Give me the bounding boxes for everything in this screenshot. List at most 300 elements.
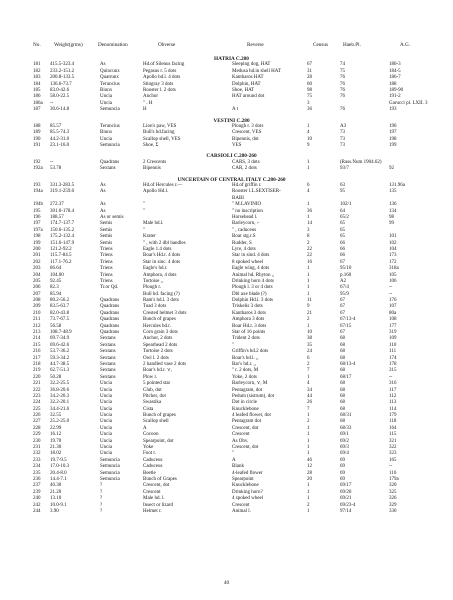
cell-obverse: Scallop shell bbox=[143, 419, 169, 425]
cell-weight: 16.12 bbox=[50, 432, 62, 438]
section-title-text: CARSIOLI C.280-260 bbox=[206, 153, 257, 160]
cell-reverse: " bbox=[232, 451, 235, 457]
cell-reverse: CARS, 3 dots bbox=[232, 159, 260, 165]
cell-census: 20 bbox=[307, 477, 312, 482]
cell-denomination: Uncia bbox=[100, 406, 112, 412]
cell-number: 197 bbox=[33, 221, 41, 227]
cell-weight: 62.7-51.3 bbox=[50, 368, 70, 374]
cell-ag: 98 bbox=[389, 214, 394, 220]
cell-denomination: Uncia bbox=[100, 438, 112, 444]
cell-haeb: p.160 bbox=[340, 272, 352, 278]
section-title-text: UNCERTAIN OF CENTRAL ITALY C.280-260 bbox=[177, 176, 286, 183]
cell-denomination: Quadrans bbox=[100, 159, 120, 165]
cell-obverse: Bunch of Grapes bbox=[143, 477, 177, 482]
cell-census: 98 bbox=[307, 87, 312, 93]
cell-number: 235 bbox=[33, 470, 41, 476]
cell-obverse: 2 Crescents bbox=[143, 159, 167, 165]
cell-reverse: Amphora 3 dots bbox=[232, 317, 265, 323]
cell-reverse: Plough l. 3 or 4 dots bbox=[232, 285, 273, 291]
cell-weight: 14.4-7.1 bbox=[50, 477, 67, 482]
cell-haeb: 67 bbox=[340, 259, 345, 265]
cell-ag: 184-5 bbox=[389, 68, 401, 74]
cell-denomination: Quadrans bbox=[100, 323, 120, 329]
cell-number: 220 bbox=[33, 374, 41, 380]
cell-denomination: Semis bbox=[100, 227, 113, 233]
cell-census: 1 bbox=[307, 489, 310, 495]
cell-census: 2 bbox=[307, 419, 310, 425]
cell-reverse: " bbox=[232, 342, 235, 348]
cell-haeb: 67 bbox=[340, 330, 345, 336]
cell-reverse: Crescent, dot bbox=[232, 425, 259, 431]
cell-obverse: Eagle's hd.r. bbox=[143, 266, 168, 272]
cell-census: 11 bbox=[307, 298, 312, 304]
cell-denomination: Uncia bbox=[100, 445, 112, 451]
cell-number: 192 bbox=[33, 159, 41, 165]
cell-ag: 174 bbox=[389, 355, 397, 361]
cell-ag: -- bbox=[389, 464, 393, 470]
cell-ag: 180-3 bbox=[389, 62, 401, 68]
cell-ag: 108 bbox=[389, 317, 397, 323]
cell-obverse: Hd.of Silenus facing bbox=[143, 62, 185, 68]
cell-denomination: Uncia bbox=[100, 400, 112, 406]
cell-census: 67 bbox=[307, 62, 312, 68]
cell-number: 213 bbox=[33, 330, 41, 336]
cell-weight: 53.7-36.2 bbox=[50, 349, 70, 355]
cell-reverse: CAR, 2 dots bbox=[232, 166, 257, 172]
cell-obverse: Lion's paw, VES bbox=[143, 123, 177, 129]
cell-ag: 104 bbox=[389, 246, 397, 252]
cell-denomination: Biunx bbox=[100, 130, 113, 136]
cell-weight: 117.1-76.2 bbox=[50, 259, 72, 265]
cell-weight: 40.30 bbox=[50, 483, 62, 489]
cell-haeb: 68 bbox=[340, 336, 345, 342]
cell-denomination: Triens bbox=[100, 272, 113, 278]
cell-denomination: Biunx bbox=[100, 87, 113, 93]
cell-reverse: As Obv. bbox=[232, 438, 249, 444]
cell-number: 194b bbox=[33, 202, 43, 208]
cell-obverse: A bbox=[143, 425, 147, 431]
cell-obverse: " . H bbox=[143, 100, 153, 106]
cell-census: 1 bbox=[307, 438, 310, 444]
cell-weight: 151.6-147.9 bbox=[50, 240, 75, 246]
cell-number: 227 bbox=[33, 419, 41, 425]
cell-haeb: 73 bbox=[340, 136, 345, 142]
cell-reverse: Eagle wing, 4 dots bbox=[232, 266, 270, 272]
cell-obverse: Beetle bbox=[143, 470, 156, 476]
cell-number: 197a bbox=[33, 227, 43, 233]
cell-obverse: Hercules hd.r. bbox=[143, 323, 171, 329]
cell-obverse: Bipennis bbox=[143, 166, 161, 172]
cell-number: 208 bbox=[33, 298, 41, 304]
header-census: Census bbox=[313, 42, 328, 48]
cell-obverse: Crescent, dot bbox=[143, 483, 170, 489]
cell-census: 1 bbox=[307, 266, 310, 272]
cell-ag: 320 bbox=[389, 483, 397, 489]
cell-number: 211 bbox=[33, 317, 41, 323]
cell-denomination: Uncia bbox=[100, 136, 112, 142]
cell-haeb: 69/20 bbox=[340, 489, 352, 495]
cell-ag: 92 bbox=[389, 166, 394, 172]
cell-denomination: ? bbox=[100, 483, 103, 489]
cell-census: 1 bbox=[307, 202, 310, 208]
cell-census: 1 bbox=[307, 291, 310, 297]
cell-census: 6 bbox=[307, 183, 310, 189]
cell-number: 225 bbox=[33, 406, 41, 412]
cell-weight: 104.00 bbox=[50, 272, 64, 278]
cell-reverse: Crescent bbox=[232, 502, 250, 508]
cell-weight: 32.55 bbox=[50, 413, 62, 419]
cell-denomination: Uncia bbox=[100, 425, 112, 431]
cell-denomination: Quatrunx bbox=[100, 75, 119, 81]
cell-reverse: Yoke, 2 dots bbox=[232, 374, 257, 380]
cell-number: 200 bbox=[33, 246, 41, 252]
cell-weight: 19.7-9.5 bbox=[50, 457, 67, 463]
cell-reverse: Boar stg.r.S bbox=[232, 234, 256, 240]
cell-reverse: Griffin's hd.2 dots bbox=[232, 349, 269, 355]
cell-haeb: 74 bbox=[340, 62, 345, 68]
cell-ag: 110 bbox=[389, 342, 397, 348]
cell-weight: 272.37 bbox=[50, 202, 64, 208]
cell-obverse: Stingray 3 dots bbox=[143, 81, 174, 87]
cell-reverse: Blank bbox=[232, 464, 244, 470]
cell-haeb: 69 bbox=[340, 470, 345, 476]
cell-weight: 80.2-56.2 bbox=[50, 298, 70, 304]
cell-census: 1 bbox=[307, 445, 310, 451]
cell-denomination: Semuncia bbox=[100, 143, 120, 149]
cell-number: 239 bbox=[33, 489, 41, 495]
cell-number: 221 bbox=[33, 381, 41, 387]
section-title-text: VESTINI C.280 bbox=[213, 117, 250, 124]
cell-haeb: 67/13-4 bbox=[340, 317, 356, 323]
cell-denomination: Quadrans bbox=[100, 317, 120, 323]
cell-weight: 136.6-73.7 bbox=[50, 81, 72, 87]
cell-denomination: Sextans bbox=[100, 355, 116, 361]
cell-census: 7 bbox=[307, 406, 310, 412]
catalogue-table bbox=[0, 56, 453, 515]
cell-obverse: Spearpoint, dot bbox=[143, 438, 174, 444]
cell-denomination: Quadrans bbox=[100, 330, 120, 336]
cell-weight: 23.1-16.0 bbox=[50, 143, 70, 149]
cell-weight: -- bbox=[50, 159, 54, 165]
cell-reverse: " M.LAVINIO bbox=[232, 202, 262, 208]
header-haeb: Haeb.Pl. bbox=[343, 42, 361, 48]
cell-weight: 69.6-42.6 bbox=[50, 342, 70, 348]
cell-number: 195 bbox=[33, 208, 41, 214]
cell-number: 222 bbox=[33, 387, 41, 393]
cell-obverse: Caduceus bbox=[143, 457, 163, 463]
cell-weight: 83.0-42.6 bbox=[50, 87, 70, 93]
cell-number: 191 bbox=[33, 143, 41, 149]
cell-census: 46 bbox=[307, 457, 312, 463]
cell-denomination: Triens bbox=[100, 253, 113, 259]
cell-haeb: 67 bbox=[340, 304, 345, 310]
cell-reverse: Pedum (sistrum), dot bbox=[232, 393, 275, 399]
header-ag: A.G. bbox=[400, 42, 411, 48]
cell-number: 226 bbox=[33, 413, 41, 419]
cell-number: 233 bbox=[33, 457, 41, 463]
cell-number: 205 bbox=[33, 278, 41, 284]
cell-weight: 30.6-14.8 bbox=[50, 107, 70, 113]
cell-haeb: 67 bbox=[340, 298, 345, 304]
cell-ag: 106 bbox=[389, 278, 397, 284]
cell-haeb: 76 bbox=[340, 94, 345, 100]
cell-haeb: 68 bbox=[340, 400, 345, 406]
cell-obverse: Pegasus r. 5 dots bbox=[143, 68, 177, 74]
cell-weight: 34.4-21.6 bbox=[50, 406, 70, 412]
cell-ag: 176 bbox=[389, 298, 397, 304]
cell-census: 3 bbox=[307, 227, 310, 233]
cell-number: 185 bbox=[33, 87, 41, 93]
cell-reverse: Shoe, HAT bbox=[232, 87, 255, 93]
cell-ag: 189-90 bbox=[389, 87, 404, 93]
cell-census: 26 bbox=[307, 400, 312, 406]
cell-weight: 21.20 bbox=[50, 489, 62, 495]
cell-weight: 188.57 bbox=[50, 214, 64, 220]
cell-reverse: Plough r. 3 dots bbox=[232, 123, 264, 129]
cell-weight: 58.0-22.5 bbox=[50, 94, 70, 100]
cell-denomination: Triens bbox=[100, 278, 113, 284]
cell-weight: 20.4-8.0 bbox=[50, 470, 67, 476]
cell-weight: 174.7-137.7 bbox=[50, 221, 75, 227]
cell-ag: 323 bbox=[389, 451, 397, 457]
cell-reverse: " , caduceus bbox=[232, 227, 257, 233]
cell-reverse: VES bbox=[232, 143, 242, 149]
cell-census: 1 bbox=[307, 413, 310, 419]
cell-obverse: Yoke bbox=[143, 445, 154, 451]
cell-number: 216 bbox=[33, 349, 41, 355]
cell-census: 1 bbox=[307, 285, 310, 291]
cell-obverse: Boar's hd.r. ⋎, bbox=[143, 368, 172, 374]
cell-weight: 3.90 bbox=[50, 508, 59, 514]
cell-haeb: 102/1 bbox=[340, 202, 352, 208]
cell-ag: 116 bbox=[389, 470, 397, 476]
cell-denomination: Uncia bbox=[100, 100, 112, 106]
cell-ag: 319 bbox=[389, 330, 397, 336]
cell-obverse: Caduceus bbox=[143, 464, 163, 470]
cell-denomination: As bbox=[100, 62, 106, 68]
cell-census: 2 bbox=[307, 240, 310, 246]
cell-haeb: 69 bbox=[340, 457, 345, 463]
cell-reverse: Triskelis 3 dots bbox=[232, 304, 263, 310]
header-obverse: Obverse bbox=[158, 42, 176, 48]
cell-obverse: " bbox=[143, 208, 146, 214]
cell-obverse: Helmet r. bbox=[143, 508, 162, 514]
cell-census: 8 bbox=[307, 234, 310, 240]
cell-reverse: Boar Hd.r. 3 dots bbox=[232, 323, 267, 329]
cell-reverse: Horsehead l. bbox=[232, 214, 258, 220]
cell-weight: 301.0-178.4 bbox=[50, 208, 75, 214]
cell-ag: Garucci pl. LXII. 3 bbox=[389, 100, 428, 106]
cell-weight: 53.78 bbox=[50, 166, 62, 172]
cell-haeb: 68/31 bbox=[340, 413, 352, 419]
cell-weight: 17.0-10.3 bbox=[50, 464, 70, 470]
cell-number: 209 bbox=[33, 304, 41, 310]
table-row bbox=[0, 509, 453, 515]
cell-haeb: A3 bbox=[340, 123, 347, 129]
cell-census: 1 bbox=[307, 166, 310, 172]
cell-obverse: 2 handled vase 2 dots bbox=[143, 361, 187, 367]
cell-census: 35 bbox=[307, 342, 312, 348]
cell-obverse: Cista bbox=[143, 406, 154, 412]
cell-census: 1 bbox=[307, 123, 310, 129]
cell-number: 212 bbox=[33, 323, 41, 329]
cell-haeb: 69 bbox=[340, 464, 345, 470]
cell-denomination: Semuncia bbox=[100, 107, 120, 113]
cell-ag: 191-2 bbox=[389, 94, 401, 100]
cell-number: 187 bbox=[33, 107, 41, 113]
cell-denomination: Semuncia bbox=[100, 457, 120, 463]
cell-number: 232 bbox=[33, 451, 41, 457]
cell-weight: 56.58 bbox=[50, 323, 62, 329]
cell-weight: -- bbox=[50, 100, 54, 106]
cell-ag: 99 bbox=[389, 221, 394, 227]
cell-obverse: Pitcher, dot bbox=[143, 393, 166, 399]
cell-obverse: Male hd.l. bbox=[143, 221, 164, 227]
cell-census: 4 bbox=[307, 381, 310, 387]
cell-haeb: 68 bbox=[340, 355, 345, 361]
cell-census: 2 bbox=[307, 361, 310, 367]
cell-census: 2 bbox=[307, 502, 310, 508]
cell-number: 237 bbox=[33, 483, 41, 489]
cell-census: 22 bbox=[307, 246, 312, 252]
cell-reverse: Bar's hd.r. ,, bbox=[232, 361, 256, 367]
cell-census: 3 bbox=[307, 100, 310, 106]
cell-weight: 36.8-20.6 bbox=[50, 387, 70, 393]
cell-reverse: Drinking horn? bbox=[232, 489, 263, 495]
cell-reverse: Pentagram, dot bbox=[232, 387, 263, 393]
cell-reverse: Hd.of griffin r. bbox=[232, 183, 262, 189]
cell-census: 38 bbox=[307, 336, 312, 342]
cell-ag: 102 bbox=[389, 240, 397, 246]
section-title-text: HATRIA C.280 bbox=[214, 56, 249, 62]
cell-haeb: 68/33 bbox=[340, 425, 352, 431]
cell-reverse: " r. 2 dots, M bbox=[232, 368, 259, 374]
cell-haeb: 63 bbox=[340, 183, 345, 189]
cell-census: 34 bbox=[307, 387, 312, 393]
cell-denomination: Uncia bbox=[100, 451, 112, 457]
cell-census: 1 bbox=[307, 425, 310, 431]
cell-denomination: Semis bbox=[100, 240, 113, 246]
cell-ag: 134 bbox=[389, 208, 397, 214]
cell-number: 193 bbox=[33, 183, 41, 189]
cell-denomination: Semuncia bbox=[100, 470, 120, 476]
cell-number: 231 bbox=[33, 445, 41, 451]
cell-reverse: Sleeping dog, HAT bbox=[232, 62, 271, 68]
cell-number: 240 bbox=[33, 496, 41, 502]
cell-haeb: 69/17 bbox=[340, 483, 352, 489]
cell-reverse: 4 leafed flower, dot bbox=[232, 413, 271, 419]
cell-reverse: Star of 16 points bbox=[232, 330, 266, 336]
cell-weight: 73.7-67.5 bbox=[50, 317, 70, 323]
cell-ag: 318a bbox=[389, 266, 399, 272]
cell-denomination: Teruncius bbox=[100, 81, 120, 87]
cell-ag: 196 bbox=[389, 123, 397, 129]
cell-weight: 200.8-133.5 bbox=[50, 75, 75, 81]
cell-ag: 135 bbox=[389, 189, 397, 195]
cell-reverse: Drinking horn 4 dots bbox=[232, 278, 274, 284]
cell-census: 36 bbox=[307, 208, 312, 214]
cell-number: 242 bbox=[33, 502, 41, 508]
cell-number: 217 bbox=[33, 355, 41, 361]
cell-denomination: Triens bbox=[100, 266, 113, 272]
cell-obverse: Foot r. bbox=[143, 451, 157, 457]
cell-census: 12 bbox=[307, 464, 312, 470]
cell-ag: 80a bbox=[389, 310, 397, 316]
cell-denomination: ? bbox=[100, 496, 103, 502]
cell-ag: 325 bbox=[389, 489, 397, 495]
cell-weight: 25.2-25.0 bbox=[50, 419, 70, 425]
cell-number: 186a bbox=[33, 100, 43, 106]
cell-haeb: 95/10 bbox=[340, 266, 352, 272]
cell-obverse: Plow r. bbox=[143, 374, 158, 380]
cell-obverse: Plough r. bbox=[143, 285, 162, 291]
cell-reverse: Crescent bbox=[232, 432, 250, 438]
cell-reverse: Boar's hd.l. ,, bbox=[232, 355, 259, 361]
cell-number: 203 bbox=[33, 266, 41, 272]
cell-number: 192a bbox=[33, 166, 43, 172]
cell-obverse: Krater bbox=[143, 234, 156, 240]
cell-reverse: HAT around dot bbox=[232, 94, 265, 100]
cell-census: 1 bbox=[307, 374, 310, 380]
cell-weight: 85.94 bbox=[50, 291, 62, 297]
cell-obverse: Shoe, Σ bbox=[143, 143, 159, 149]
cell-haeb: 95 bbox=[340, 189, 345, 195]
cell-obverse: Swastika bbox=[143, 400, 162, 406]
cell-haeb: 67/15 bbox=[340, 323, 352, 329]
cell-obverse: " bbox=[143, 227, 146, 233]
cell-weight: 10.0-9.1 bbox=[50, 502, 67, 508]
cell-weight: 82.0-43.8 bbox=[50, 310, 70, 316]
cell-ag: 316 bbox=[389, 381, 397, 387]
cell-number: 190 bbox=[33, 136, 41, 142]
cell-obverse: Owl l. 2 dots bbox=[143, 355, 169, 361]
cell-reverse: Knucklebone bbox=[232, 483, 259, 489]
cell-obverse: Amphora, 4 dots bbox=[143, 272, 177, 278]
cell-reverse: 8 spoked wheel bbox=[232, 259, 264, 265]
cell-number: 189 bbox=[33, 130, 41, 136]
cell-haeb: 68/17 bbox=[340, 374, 352, 380]
cell-weight: 331.3-283.5 bbox=[50, 183, 75, 189]
cell-haeb: 65 bbox=[340, 227, 345, 233]
cell-denomination: As bbox=[100, 183, 106, 189]
cell-ag: 188 bbox=[389, 81, 397, 87]
cell-ag: 199 bbox=[389, 143, 397, 149]
cell-denomination: As bbox=[100, 208, 106, 214]
cell-haeb: 76 bbox=[340, 107, 345, 113]
cell-reverse: Star in sind. 4 dots bbox=[232, 253, 270, 259]
cell-census: 1 bbox=[307, 483, 310, 489]
cell-weight: 82.3 bbox=[50, 285, 59, 291]
cell-census: 1 bbox=[307, 496, 310, 502]
cell-census: 1 bbox=[307, 323, 310, 329]
cell-obverse: Bunch of grapes bbox=[143, 413, 176, 419]
table-row bbox=[0, 107, 453, 113]
cell-reverse: 4-leafed flower bbox=[232, 470, 263, 476]
cell-ag: 186-7 bbox=[389, 75, 401, 81]
cell-obverse: H bbox=[143, 107, 147, 113]
cell-weight: 85.57 bbox=[50, 123, 62, 129]
cell-number: 196 bbox=[33, 214, 41, 220]
header-reverse: Reverse bbox=[247, 42, 264, 48]
cell-haeb: 66 bbox=[340, 246, 345, 252]
cell-denomination: Semuncia bbox=[100, 464, 120, 470]
cell-reverse: Dot in circle bbox=[232, 400, 257, 406]
header-no: No. bbox=[33, 42, 41, 48]
cell-haeb: 69/21 bbox=[340, 496, 352, 502]
cell-denomination: Semis bbox=[100, 234, 113, 240]
cell-ag: 165 bbox=[389, 457, 397, 463]
cell-weight: 233.2-151.2 bbox=[50, 68, 75, 74]
